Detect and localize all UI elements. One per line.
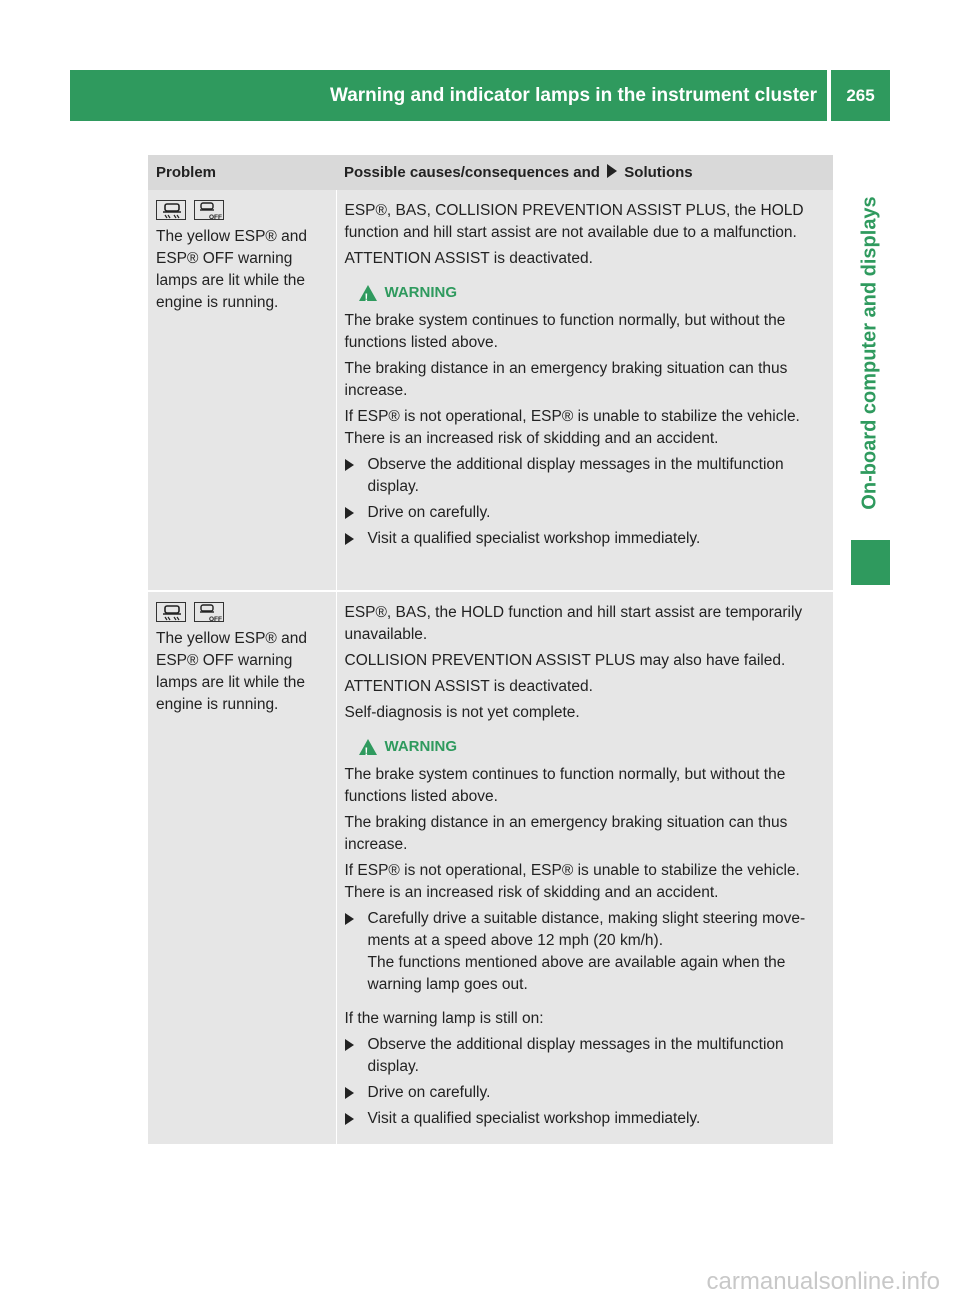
instruction-step xyxy=(345,528,826,550)
instruction-step xyxy=(345,1108,826,1130)
instruction-arrow-icon xyxy=(345,1087,361,1099)
problem-line: The yellow ESP® and xyxy=(156,228,307,245)
header-solutions-suffix: Solutions xyxy=(624,164,693,181)
lamp-icons xyxy=(156,602,328,626)
instruction-arrow-icon xyxy=(345,533,361,545)
problem-line: lamps are lit while the xyxy=(156,674,306,691)
step-text-line: Carefully drive a suitable distance, making slight steering movements at a speed above 12 mph (20 km/h). xyxy=(367,910,806,949)
page-header xyxy=(70,70,890,121)
warning-heading xyxy=(359,282,826,304)
step-text: Observe the additional display messages in the multifunction display. xyxy=(367,456,784,495)
esp-warning-lamp-icon xyxy=(156,200,186,220)
warning-text: If ESP® is not operational, ESP® is unable to stabilize the vehicle. There is an increased risk of skidding and an accident. xyxy=(344,408,800,447)
problem-line: The yellow ESP® and xyxy=(156,630,307,647)
lamp-icons xyxy=(156,200,328,224)
instruction-arrow-icon xyxy=(345,459,361,471)
warning-text: The braking distance in an emergency braking situation can thus increase. xyxy=(344,360,788,399)
instruction-step xyxy=(345,908,826,996)
svg-text:OFF: OFF xyxy=(209,214,222,221)
problem-line: lamps are lit while the xyxy=(156,272,306,289)
header-problem: Problem xyxy=(148,155,336,190)
step-text: Visit a qualified specialist workshop immediately. xyxy=(367,530,701,547)
step-text: Visit a qualified specialist workshop immediately. xyxy=(367,1110,701,1127)
problem-cell xyxy=(148,190,336,591)
warning-text: The braking distance in an emergency braking situation can thus increase. xyxy=(344,814,788,853)
table-row xyxy=(148,190,833,591)
instruction-step xyxy=(345,1082,826,1104)
header-solutions-prefix: Possible causes/consequences and xyxy=(344,164,600,181)
instruction-arrow-icon xyxy=(345,1113,361,1125)
esp-warning-lamp-icon xyxy=(156,602,186,622)
warning-label: WARNING xyxy=(384,284,457,301)
problem-line: engine is running. xyxy=(156,696,279,713)
side-section-label xyxy=(850,121,890,585)
problem-line: ESP® OFF warning xyxy=(156,250,293,267)
esp-off-warning-lamp-icon xyxy=(194,200,224,220)
header-solutions xyxy=(336,155,833,190)
svg-text:OFF: OFF xyxy=(209,616,222,623)
step-text: Observe the additional display messages in the multifunction display. xyxy=(367,1036,784,1075)
warning-text: If ESP® is not operational, ESP® is unable to stabilize the vehicle. There is an increased risk of skidding and an accident. xyxy=(344,862,800,901)
step-text: Drive on carefully. xyxy=(367,1084,491,1101)
cause-text: ATTENTION ASSIST is deactivated. xyxy=(344,250,593,267)
after-text: If the warning lamp is still on: xyxy=(344,1010,544,1027)
page-number: 265 xyxy=(846,86,875,105)
esp-off-warning-lamp-icon xyxy=(194,602,224,622)
problem-line: engine is running. xyxy=(156,294,279,311)
problem-cell xyxy=(148,591,336,1144)
page-title: Warning and indicator lamps in the instrument cluster xyxy=(329,85,817,106)
warning-text: The brake system continues to function normally, but without the functions listed above. xyxy=(344,766,786,805)
cause-text: ESP®, BAS, COLLISION PREVENTION ASSIST PLUS, the HOLD function and hill start assist are not available due to a malfunction. xyxy=(344,202,804,241)
instruction-arrow-icon xyxy=(345,507,361,519)
side-section-tab xyxy=(851,540,890,585)
cause-text: ESP®, BAS, the HOLD function and hill start assist are temporarily unavailable. xyxy=(344,604,803,643)
warning-label: WARNING xyxy=(384,738,457,755)
instruction-step xyxy=(345,1034,826,1078)
step-text xyxy=(368,908,826,996)
solutions-arrow-icon xyxy=(607,164,617,178)
solution-cell xyxy=(336,190,833,591)
table-header-row xyxy=(148,155,833,190)
instruction-step xyxy=(345,502,826,524)
step-text: Drive on carefully. xyxy=(367,504,491,521)
instruction-step xyxy=(345,454,826,498)
warning-heading xyxy=(359,736,826,758)
solution-cell xyxy=(336,591,833,1144)
warning-triangle-icon xyxy=(359,739,377,755)
table-row xyxy=(148,591,833,1144)
problem-line: ESP® OFF warning xyxy=(156,652,293,669)
watermark: carmanualsonline.info xyxy=(706,1268,940,1295)
cause-text: COLLISION PREVENTION ASSIST PLUS may also have failed. xyxy=(344,652,786,669)
spacer xyxy=(345,1000,826,1008)
side-section-text: On-board computer and displays xyxy=(858,196,881,510)
cause-text: Self-diagnosis is not yet complete. xyxy=(344,704,580,721)
lamp-table xyxy=(148,155,833,1144)
warning-text: The brake system continues to function normally, but without the functions listed above. xyxy=(344,312,786,351)
step-text-line: The functions mentioned above are available again when the warning lamp goes out. xyxy=(367,954,786,993)
cause-text: ATTENTION ASSIST is deactivated. xyxy=(344,678,593,695)
instruction-arrow-icon xyxy=(345,1039,361,1051)
warning-triangle-icon xyxy=(359,285,377,301)
instruction-arrow-icon xyxy=(345,913,361,925)
